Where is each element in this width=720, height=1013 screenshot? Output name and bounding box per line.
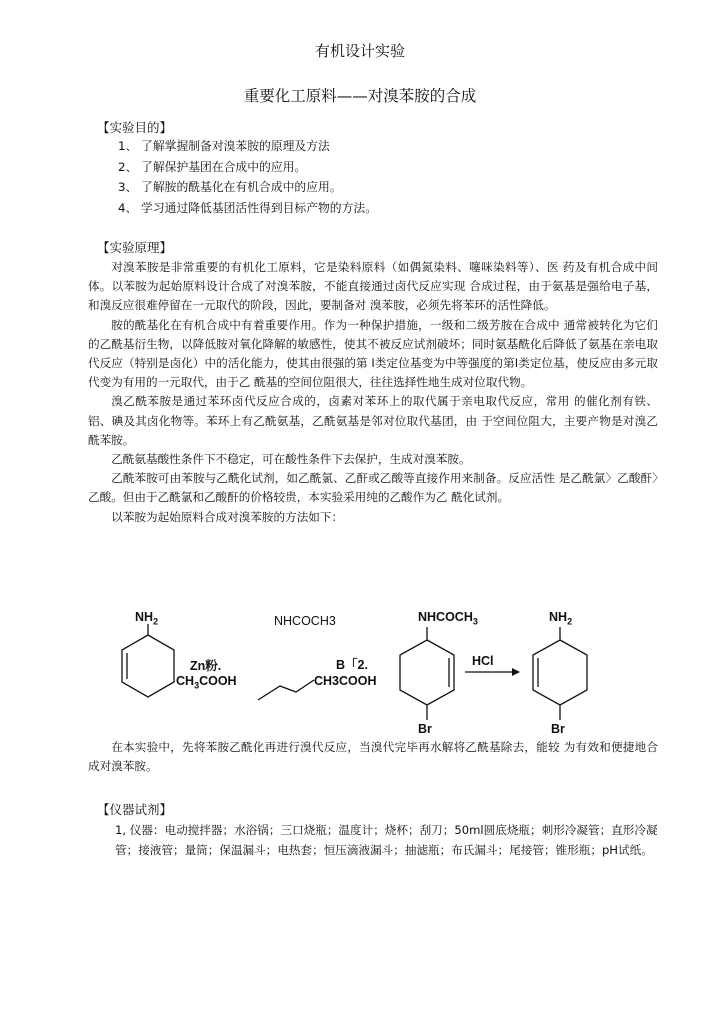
instruments-heading: 【仪器试剂】 xyxy=(97,802,173,817)
br-label-left: Br xyxy=(418,722,432,736)
nhcoch3-label-mid: NHCOCH3 xyxy=(274,614,336,628)
acetic-acid-label-left: $CH_3COOH$ xyxy=(176,674,237,691)
document-subtitle: 重要化工原料——对溴苯胺的合成 xyxy=(243,87,477,105)
paragraph: 在本实验中，先将苯胺乙酰化再进行溴代反应，当溴代完毕再水解将乙酰基除去，能较 为有效和便捷地合成对溴苯胺。 xyxy=(88,740,658,774)
zn-reagent-label: Zn粉. xyxy=(190,659,222,673)
reaction-arrow xyxy=(465,668,520,676)
bromine-reagent-label: B「2. xyxy=(336,658,368,672)
list-item: 1、 了解掌握制备对溴苯胺的原理及方法 xyxy=(118,139,330,153)
hcl-reagent-label: HCl xyxy=(472,654,494,668)
principle-heading: 【实验原理】 xyxy=(97,240,173,255)
nhcoch3-label-right: $NHCOCH_3$ xyxy=(418,610,478,627)
list-item: 3、 了解胺的酰基化在有机合成中的应用。 xyxy=(118,180,342,194)
paragraph: 溴乙酰苯胺是通过苯环卤代反应合成的，卤素对苯环上的取代属于亲电取代反应，常用 的催化剂有铁、铝、碘及其卤化物等。苯环上有乙酰氨基，乙酰氨基是邻对位取代基团，由 于空间位阻大，主要产物是对溴乙酰苯胺。 xyxy=(88,394,658,447)
paragraph: 对溴苯胺是非常重要的有机化工原料，它是染料原料（如偶氮染料、噻咪染料等）、医 药及有机合成中间体。以苯胺为起始原料设计合成了对溴苯胺，不能直接通过卤代反应实现 合成过程，由于氨基是强给电子基，和溴反应很难停留在一元取代的阶段，因此，要制备对 溴苯胺，必须先将苯环的活性降低。 xyxy=(88,260,658,313)
nh2-label-right: $NH_2$ xyxy=(549,610,573,627)
acetic-acid-label-mid: CH3COOH xyxy=(314,674,377,688)
after-scheme-paragraph xyxy=(88,738,658,776)
reaction-scheme xyxy=(100,600,640,750)
paragraph: 乙酰氨基酸性条件下不稳定，可在酸性条件下去保护，生成对溴苯胺。 xyxy=(111,452,471,467)
instruments-text: 1, 仪器：电动搅拌器；水浴锅；三口烧瓶；温度计；烧杯；刮刀；50ml圆底烧瓶；刺形冷凝管；直形冷凝管；接液管；量筒；保温漏斗；电热套；恒压滴液漏斗；抽滤瓶；布氏漏斗；尾接管；锥形瓶；pH试纸。 xyxy=(115,823,658,857)
document-title: 有机设计实验 xyxy=(314,42,405,60)
principle-body xyxy=(88,258,658,527)
nh2-label-left: $NH_2$ xyxy=(135,610,159,627)
bromoaniline-ring xyxy=(533,627,587,720)
list-item: 4、 学习通过降低基团活性得到目标产物的方法。 xyxy=(118,200,377,215)
list-item: 2、 了解保护基团在合成中的应用。 xyxy=(118,159,307,174)
br-label-right: Br xyxy=(551,722,565,736)
paragraph: 以苯胺为起始原料合成对溴苯胺的方法如下： xyxy=(111,509,344,524)
paragraph: 乙酰苯胺可由苯胺与乙酰化试剂，如乙酰氯、乙酐或乙酸等直接作用来制备。反应活性 是乙酰氯〉乙酸酐〉乙酸。但由于乙酰氯和乙酸酐的价格较贵，本实验采用纯的乙酸作为乙 酰化试剂。 xyxy=(88,471,658,505)
bromoacetanilide-ring xyxy=(400,627,454,720)
paragraph: 胺的酰基化在有机合成中有着重要作用。作为一种保护措施，一级和二级芳胺在合成中 通常被转化为它们的乙酰基衍生物，以降低胺对氧化降解的敏感性，使其不被反应试剂破坏；同时氨基酰化后降低了氨基在亲电取代反应（特别是卤化）中的活化能力，使其由很强的第 I类定位基变为中等强度的第I类定位基，使反应由多元取代变为有用的一元取代，由于乙 酰基的空间位阻很大，往往选择性地生成对位取代物。 xyxy=(88,317,658,390)
vinyl-fragment xyxy=(258,680,314,700)
purpose-heading: 【实验目的】 xyxy=(97,120,173,135)
purpose-list xyxy=(118,136,377,218)
aniline-ring xyxy=(122,624,174,697)
